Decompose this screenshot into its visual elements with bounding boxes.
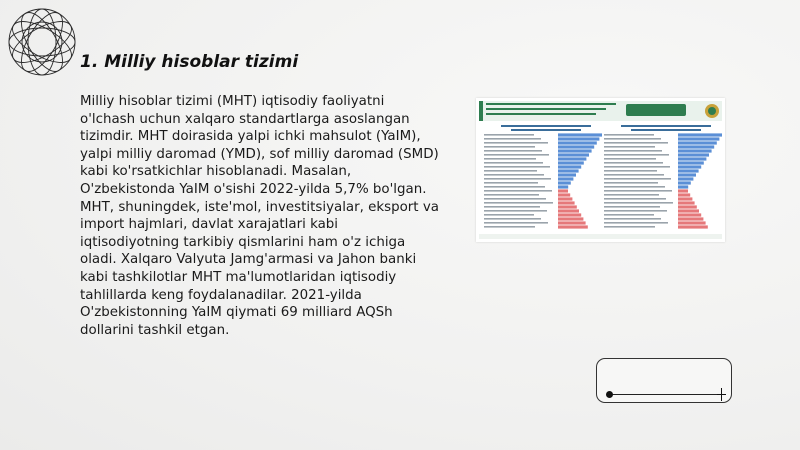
slide-title: 1. Milliy hisoblar tizimi (80, 52, 299, 72)
timeline-end-cross-bar (717, 394, 726, 395)
report-thumbnail (476, 98, 725, 242)
timeline-start-dot-icon[interactable] (606, 391, 613, 398)
circular-line-ornament-icon (4, 4, 80, 80)
report-thumbnail-icon (476, 98, 725, 242)
timeline-widget[interactable] (596, 358, 732, 403)
body-paragraph: Milliy hisoblar tizimi (MHT) iqtisodiy faoliyatni o'lchash uchun xalqaro standartlarga asoslangan tizimdir. MHT doirasida yalpi ichki mahsulot (YaIM), yalpi milliy daromad (YMD), sof milliy daromad (SMD) kabi ko'rsatkichlar hisoblanadi. Masalan, O'zbekistonda YaIM o'sishi 2022-yilda 5,7% bo'lgan. MHT, shuningdek, iste'mol, investitsiyalar, eksport va import hajmlari, davlat xarajatlari kabi iqtisodiyotning tarkibiy qismlarini ham o'z ichiga oladi. Xalqaro Valyuta Jamg'armasi va Jahon banki kabi tashkilotlar MHT ma'lumotlaridan iqtisodiy tahlillarda keng foydalanadilar. 2021-yilda O'zbekistonning YaIM qiymati 69 milliard AQSh dollarini tashkil etgan. (80, 94, 439, 338)
timeline-track (609, 394, 719, 395)
